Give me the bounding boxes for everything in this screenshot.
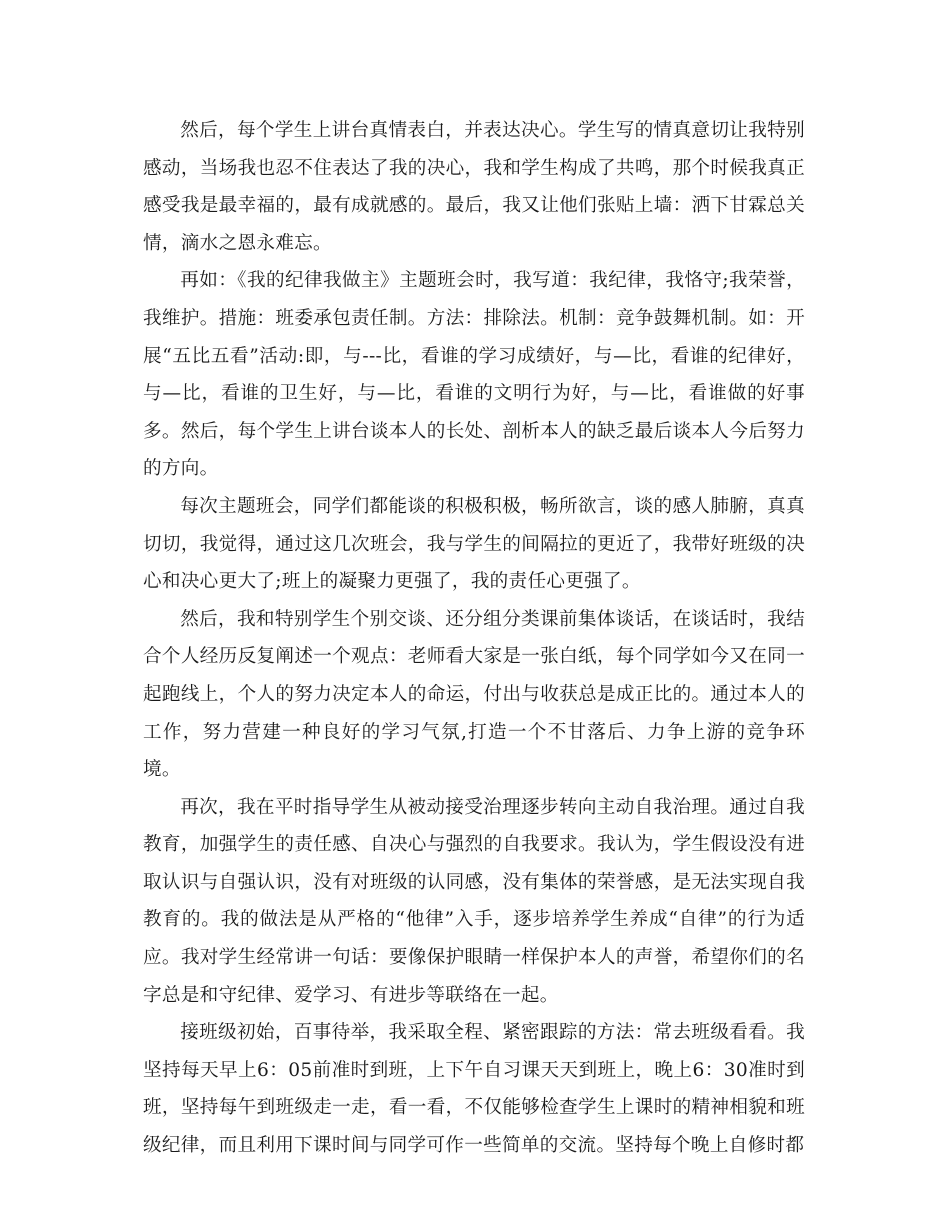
- document-body: [143, 112, 805, 1165]
- paragraph-theme-speech: 然后，每个学生上讲台真情表白，并表达决心。学生写的情真意切让我特别感动，当场我也忍不住表达了我的决心，我和学生构成了共鸣，那个时候我真正感受我是最幸福的，最有成就感的。最后，我又让他们张贴上墙：洒下甘霖总关情，滴水之恩永难忘。: [143, 120, 805, 254]
- paragraph-meeting-reflection: 每次主题班会，同学们都能谈的积极积极，畅所欲言，谈的感人肺腑，真真切切，我觉得，通过这几次班会，我与学生的间隔拉的更近了，我带好班级的决心和决心更大了;班上的凝聚力更强了，我的责任心更强了。: [143, 495, 805, 593]
- paragraph-discipline-meeting: 再如：《我的纪律我做主》主题班会时，我写道：我纪律，我恪守;我荣誉，我维护。措施：班委承包责任制。方法：排除法。机制：竞争鼓舞机制。如：开展“五比五看”活动:即，与---比，看谁的学习成绩好，与—比，看谁的纪律好，与—比，看谁的卫生好，与—比，看谁的文明行为好，与—比，看谁做的好事多。然后，每个学生上讲台谈本人的长处、剖析本人的缺乏最后谈本人今后努力的方向。: [143, 270, 805, 480]
- paragraph-individual-talks: 然后，我和特别学生个别交谈、还分组分类课前集体谈话，在谈话时，我结合个人经历反复阐述一个观点：老师看大家是一张白纸，每个同学如今又在同一起跑线上，个人的努力决定本人的命运，付出与收获总是成正比的。通过本人的工作，努力营建一种良好的学习气氛,打造一个不甘落后、力争上游的竞争环境。: [143, 608, 805, 781]
- paragraph-self-management: 再次，我在平时指导学生从被动接受治理逐步转向主动自我治理。通过自我教育，加强学生的责任感、自决心与强烈的自我要求。我认为，学生假设没有进取认识与自强认识，没有对班级的认同感，没有集体的荣誉感，是无法实现自我教育的。我的做法是从严格的“他律”入手，逐步培养学生养成“自律”的行为适应。我对学生经常讲一句话：要像保护眼睛一样保护本人的声誉，希望你们的名字总是和守纪律、爱学习、有进步等联络在一起。: [143, 796, 805, 1006]
- paragraph-class-tracking: 接班级初始，百事待举，我采取全程、紧密跟踪的方法：常去班级看看。我坚持每天早上6：05前准时到班，上下午自习课天天到班上，晚上6：30准时到班，坚持每午到班级走一走，看一看，不仅能够检查学生上课时的精神相貌和班级纪律，而且利用下课时间与同学可作一些简单的交流。坚持每个晚上自修时都: [143, 1022, 805, 1157]
